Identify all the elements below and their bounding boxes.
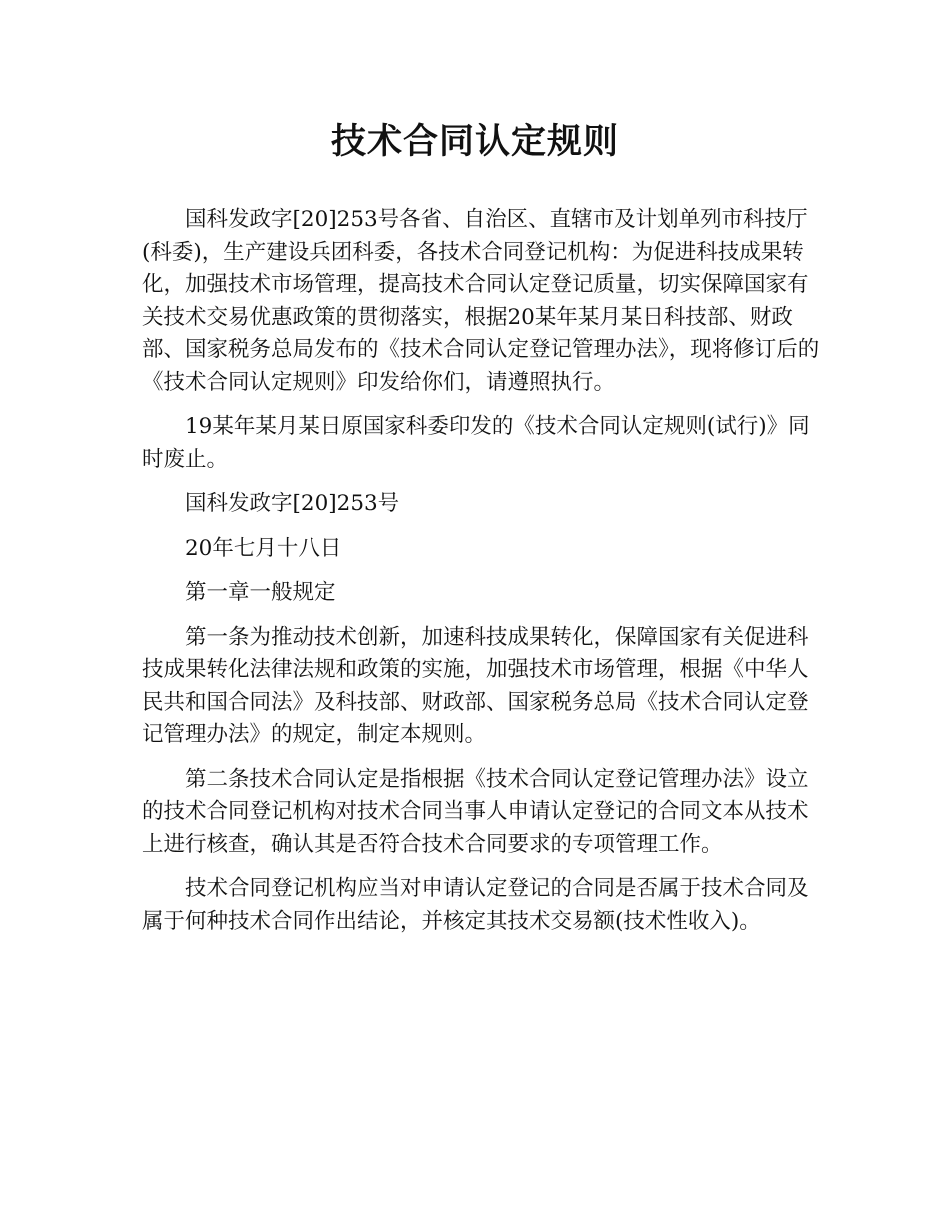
document-body — [142, 204, 822, 950]
article-1: 第一条为推动技术创新，加速科技成果转化，保障国家有关促进科技成果转化法律法规和政策的实施，加强技术市场管理，根据《中华人民共和国合同法》及科技部、财政部、国家税务总局《技术合同认定登记管理办法》的规定，制定本规则。 — [142, 624, 809, 747]
article-2: 第二条技术合同认定是指根据《技术合同认定登记管理办法》设立的技术合同登记机构对技术合同当事人申请认定登记的合同文本从技术上进行核查，确认其是否符合技术合同要求的专项管理工作。 — [142, 766, 809, 857]
paragraph-date: 20年七月十八日 — [185, 535, 342, 561]
article-2-clause: 技术合同登记机构应当对申请认定登记的合同是否属于技术合同及属于何种技术合同作出结论，并核定其技术交易额(技术性收入)。 — [142, 876, 809, 934]
chapter-heading: 第一章一般规定 — [185, 580, 336, 605]
document-title: 技术合同认定规则 — [330, 122, 619, 162]
paragraph-repeal-notice: 19某年某月某日原国家科委印发的《技术合同认定规则(试行)》同时废止。 — [142, 414, 810, 472]
paragraph-document-number: 国科发政字[20]253号 — [185, 491, 400, 516]
paragraph-notice-intro: 国科发政字[20]253号各省、自治区、直辖市及计划单列市科技厅(科委)，生产建设兵团科委，各技术合同登记机构：为促进科技成果转化，加强技术市场管理，提高技术合同认定登记质量，切实保障国家有关技术交易优惠政策的贯彻落实，根据20某年某月某日科技部、财政部、国家税务总局发布的《技术合同认定登记管理办法》，现将修订后的《技术合同认定规则》印发给你们，请遵照执行。 — [142, 207, 820, 395]
